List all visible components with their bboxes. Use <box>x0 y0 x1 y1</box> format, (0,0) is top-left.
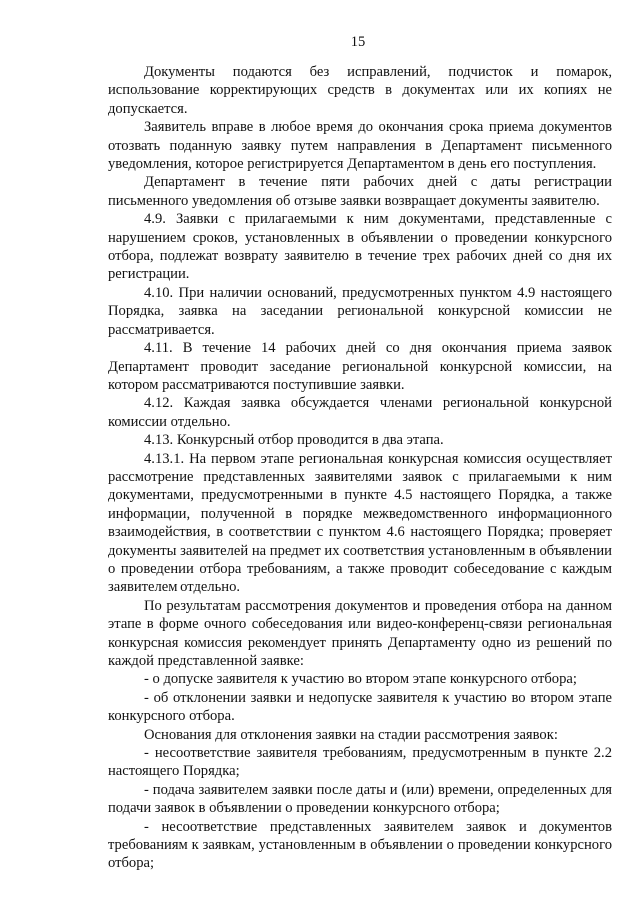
paragraph-4-13-1: 4.13.1. На первом этапе региональная конкурсная комиссия осуществляет рассмотрение представленных заявителями заявок с прилагаемыми к ним документами, предусмотренными в пункте 4.5 настоящего Порядка, а также информации, полученной в порядке межведомственного информационного взаимодействия, в соответствии с пунктом 4.6 настоящего Порядка; проверяет документы заявителей на предмет их соответствия установленным в объявлении о проведении отбора требованиям, а также проводит собеседование с каждым заявителем отдельно. <box>108 450 612 596</box>
list-item-rejection: - об отклонении заявки и недопуске заявителя к участию во втором этапе конкурсного отбора. <box>108 689 612 725</box>
paragraph-withdraw-application: Заявитель вправе в любое время до окончания срока приема документов отозвать поданную заявку путем направления в Департамент письменного уведомления, которое регистрируется Департаментом в день его поступления. <box>108 119 612 173</box>
paragraph-rejection-grounds: Основания для отклонения заявки на стадии рассмотрения заявок: <box>144 726 558 743</box>
list-item-ground-nonconformity: - несоответствие представленных заявителем заявок и документов требованиям к заявкам, установленным в объявлении о проведении конкурсного отбора; <box>108 818 612 872</box>
paragraph-4-13: 4.13. Конкурсный отбор проводится в два этапа. <box>144 432 444 449</box>
list-item-ground-late-submission: - подача заявителем заявки после даты и (или) времени, определенных для подачи заявок в объявлении о проведении конкурсного отбора; <box>108 781 612 817</box>
paragraph-documents-submission: Документы подаются без исправлений, подчисток и помарок, использование корректирующих средств в документах или их копиях не допускается. <box>108 64 612 117</box>
paragraph-4-12: 4.12. Каждая заявка обсуждается членами региональной конкурсной комиссии отдельно. <box>108 395 612 430</box>
list-item-ground-requirements: - несоответствие заявителя требованиям, предусмотренным в пункте 2.2 настоящего Порядка; <box>108 745 612 780</box>
document-body <box>108 63 612 873</box>
page-number: 15 <box>350 34 366 50</box>
list-item-admission: - о допуске заявителя к участию во втором этапе конкурсного отбора; <box>144 671 577 688</box>
paragraph-4-10: 4.10. При наличии оснований, предусмотренных пунктом 4.9 настоящего Порядка, заявка на заседании региональной конкурсной комиссии не рассматривается. <box>108 284 612 338</box>
paragraph-review-results: По результатам рассмотрения документов и проведения отбора на данном этапе в форме очного собеседования или видео-конференц-связи региональная конкурсная комиссия рекомендует принять Департаменту одно из решений по каждой представленной заявке: <box>108 597 612 669</box>
paragraph-4-9: 4.9. Заявки с прилагаемыми к ним документами, представленные с нарушением сроков, установленных в объявлении о проведении конкурсного отбора, подлежат возврату заявителю в течение трех рабочих дней со дня их регистрации. <box>108 211 612 283</box>
paragraph-4-11: 4.11. В течение 14 рабочих дней со дня окончания приема заявок Департамент проводит заседание региональной конкурсной комиссии, на котором рассматриваются поступившие заявки. <box>108 340 612 393</box>
paragraph-return-documents: Департамент в течение пяти рабочих дней с даты регистрации письменного уведомления об отзыве заявки возвращает документы заявителю. <box>108 174 612 209</box>
